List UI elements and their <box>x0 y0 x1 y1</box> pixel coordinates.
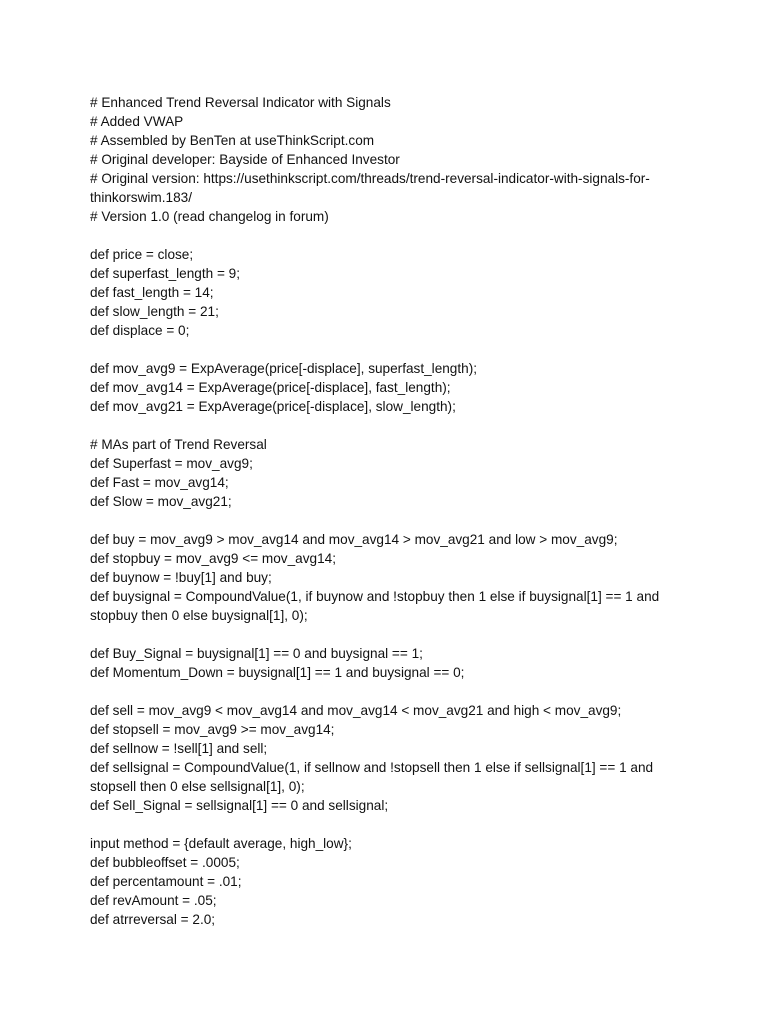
code-line: # Assembled by BenTen at useThinkScript.com <box>90 133 375 148</box>
code-line: def bubbleoffset = .0005; <box>90 855 240 870</box>
blank-line <box>90 682 690 701</box>
code-line: def price = close; <box>90 247 194 262</box>
blank-line <box>90 511 690 530</box>
blank-line <box>90 815 690 834</box>
code-line: def mov_avg9 = ExpAverage(price[-displace], superfast_length); <box>90 361 478 376</box>
code-line: def Superfast = mov_avg9; <box>90 456 253 471</box>
code-line: def buy = mov_avg9 > mov_avg14 and mov_avg14 > mov_avg21 and low > mov_avg9; <box>90 532 618 547</box>
code-line: def Momentum_Down = buysignal[1] == 1 and buysignal == 0; <box>90 665 465 680</box>
code-line: def Fast = mov_avg14; <box>90 475 229 490</box>
blank-line <box>90 340 690 359</box>
code-line: def Sell_Signal = sellsignal[1] == 0 and sellsignal; <box>90 798 389 813</box>
code-line: # Enhanced Trend Reversal Indicator with Signals <box>90 95 391 110</box>
code-line: # Version 1.0 (read changelog in forum) <box>90 209 329 224</box>
code-line: def buynow = !buy[1] and buy; <box>90 570 272 585</box>
code-line: def atrreversal = 2.0; <box>90 912 216 927</box>
code-line: def mov_avg14 = ExpAverage(price[-displace], fast_length); <box>90 380 451 395</box>
code-line: stopsell then 0 else sellsignal[1], 0); <box>90 779 305 794</box>
code-line: # Original developer: Bayside of Enhanced Investor <box>90 152 400 167</box>
code-line: def Buy_Signal = buysignal[1] == 0 and buysignal == 1; <box>90 646 423 661</box>
code-line: def percentamount = .01; <box>90 874 242 889</box>
code-line: def displace = 0; <box>90 323 190 338</box>
code-line: def stopsell = mov_avg9 >= mov_avg14; <box>90 722 335 737</box>
blank-line <box>90 625 690 644</box>
blank-line <box>90 416 690 435</box>
code-line: def buysignal = CompoundValue(1, if buynow and !stopbuy then 1 else if buysignal[1] == 1 and <box>90 589 660 604</box>
code-line: def sellnow = !sell[1] and sell; <box>90 741 268 756</box>
blank-line <box>90 226 690 245</box>
code-line: def stopbuy = mov_avg9 <= mov_avg14; <box>90 551 336 566</box>
code-line: def Slow = mov_avg21; <box>90 494 232 509</box>
code-line: def mov_avg21 = ExpAverage(price[-displace], slow_length); <box>90 399 456 414</box>
code-line: # MAs part of Trend Reversal <box>90 437 267 452</box>
code-line: def superfast_length = 9; <box>90 266 241 281</box>
code-line: # Original version: https://usethinkscript.com/threads/trend-reversal-indicator-with-signals-for- <box>90 171 650 186</box>
code-line: stopbuy then 0 else buysignal[1], 0); <box>90 608 308 623</box>
code-line: thinkorswim.183/ <box>90 190 192 205</box>
code-line: def revAmount = .05; <box>90 893 217 908</box>
code-text-block <box>90 93 690 929</box>
code-line: def slow_length = 21; <box>90 304 219 319</box>
code-line: # Added VWAP <box>90 114 184 129</box>
code-line: input method = {default average, high_low}; <box>90 836 352 851</box>
code-line: def sell = mov_avg9 < mov_avg14 and mov_avg14 < mov_avg21 and high < mov_avg9; <box>90 703 622 718</box>
code-line: def fast_length = 14; <box>90 285 214 300</box>
code-line: def sellsignal = CompoundValue(1, if sellnow and !stopsell then 1 else if sellsignal[1] == 1 and <box>90 760 654 775</box>
